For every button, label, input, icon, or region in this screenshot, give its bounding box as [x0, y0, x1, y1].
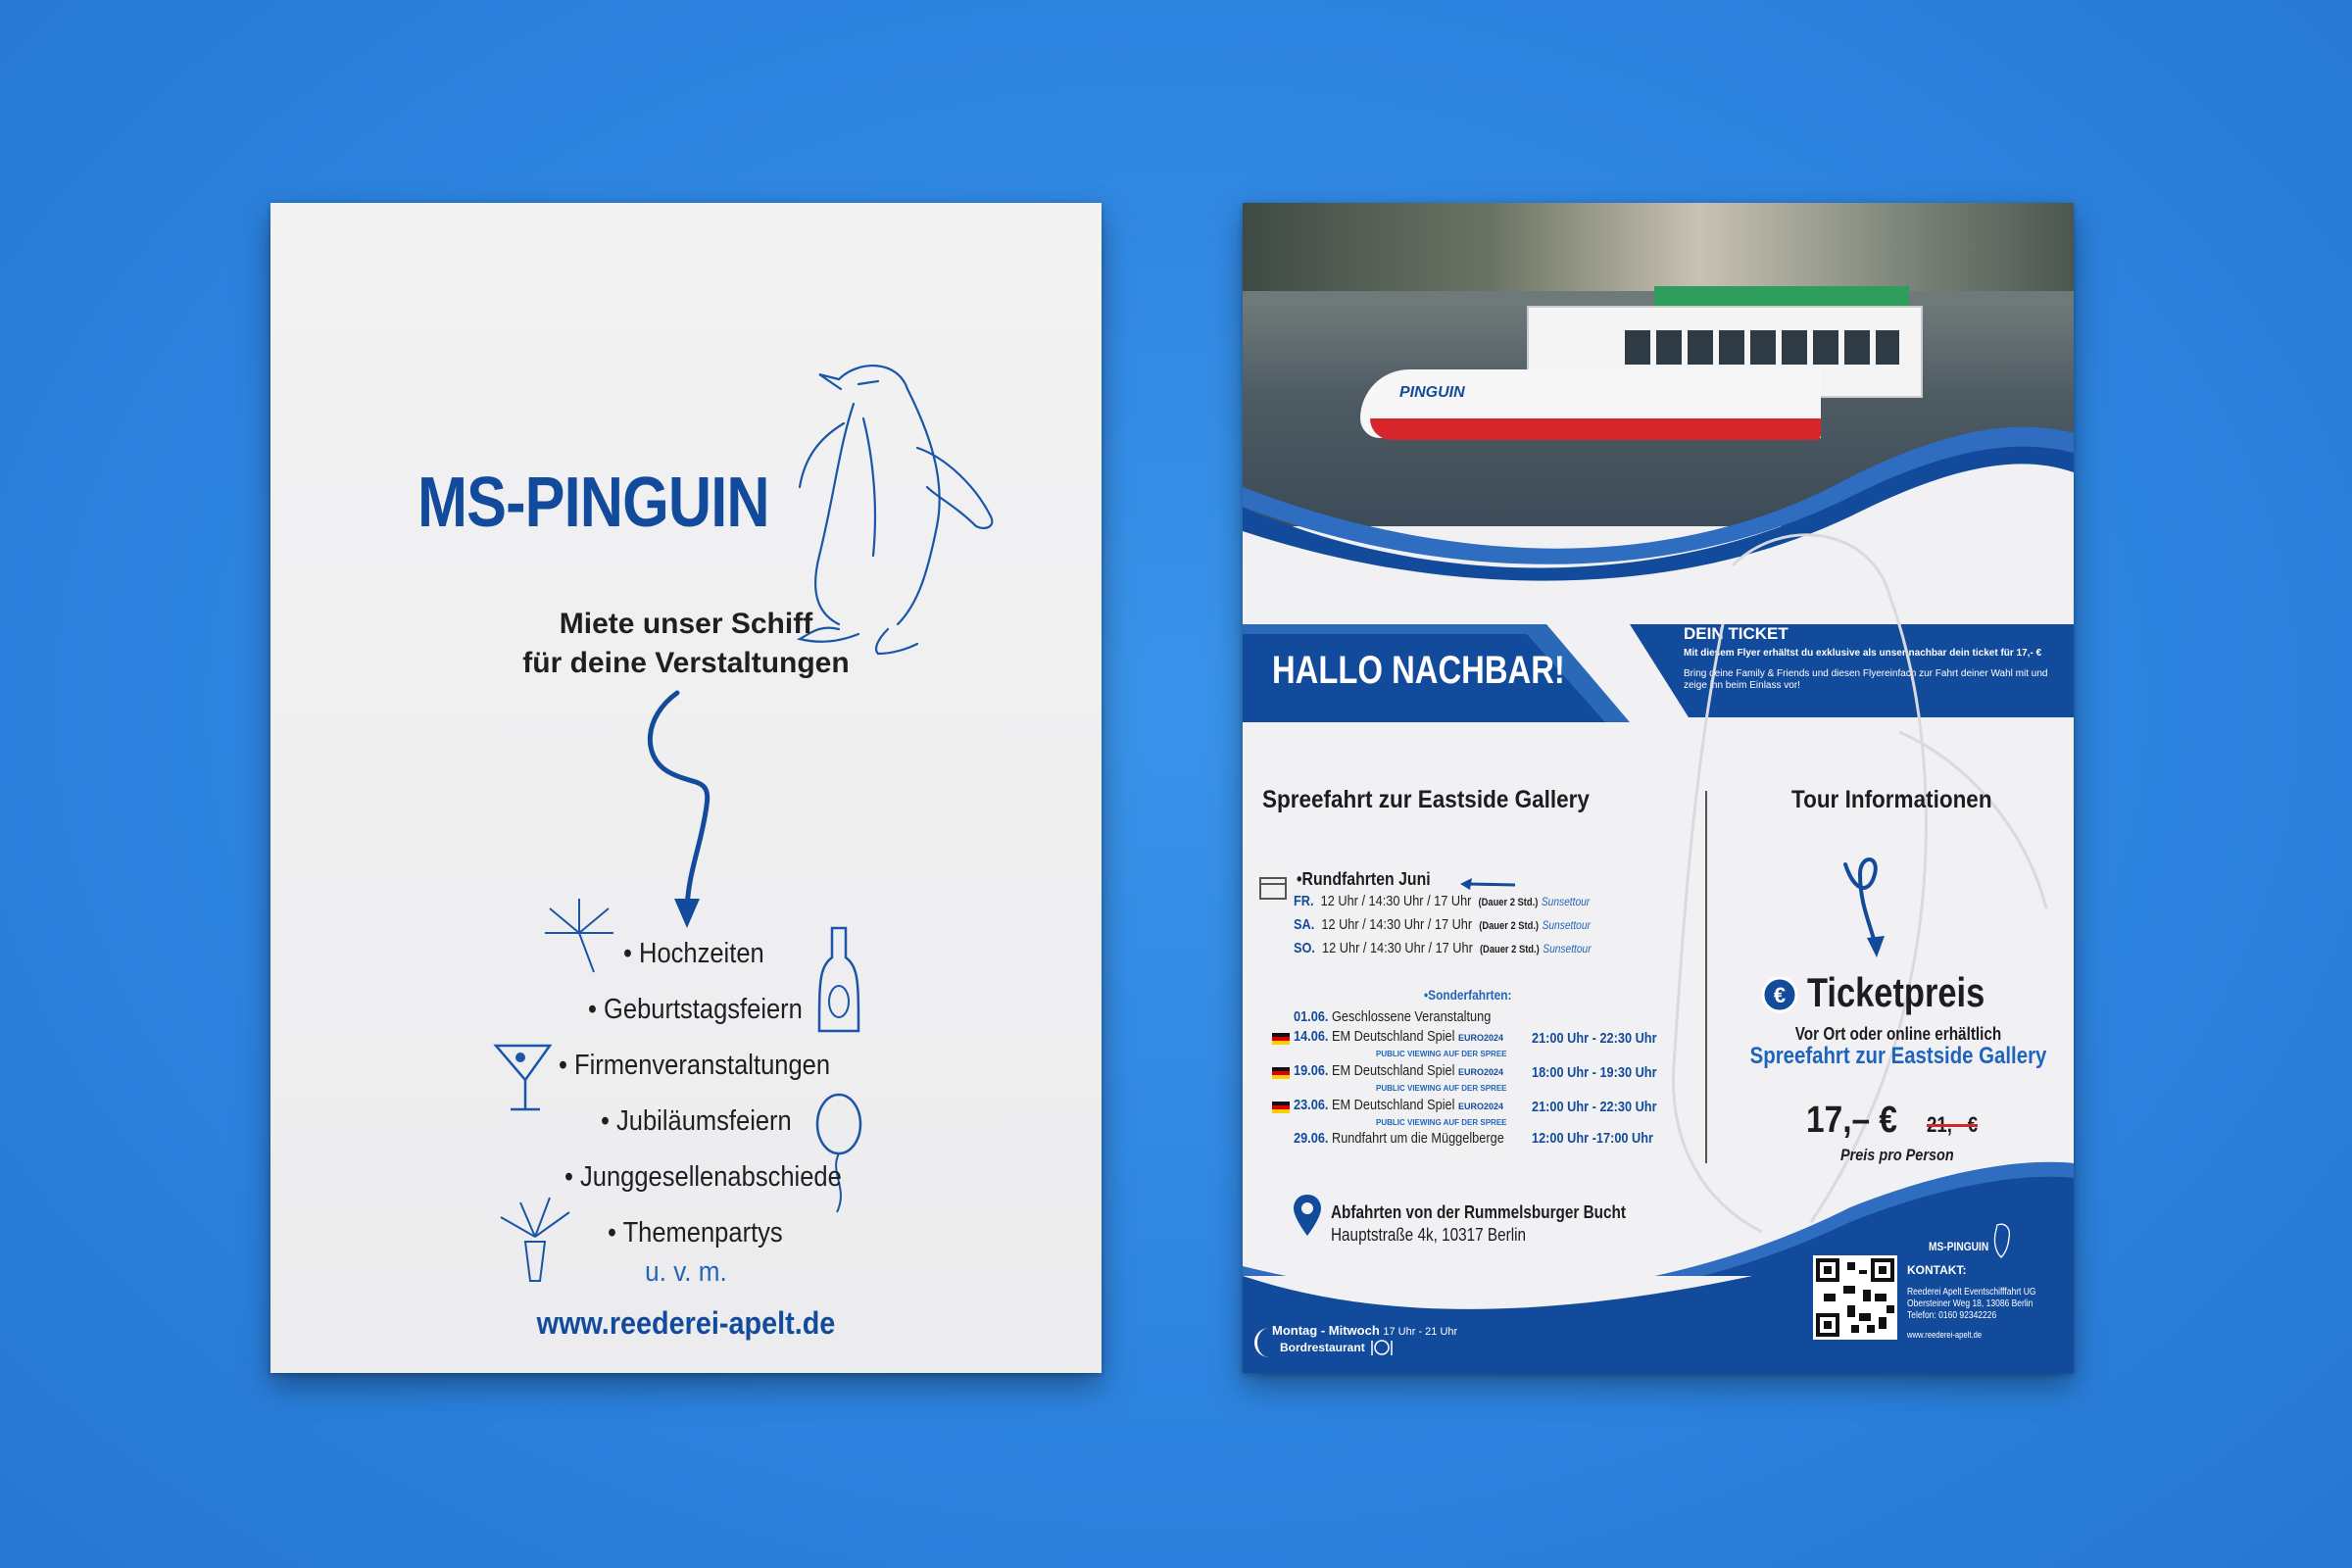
- ticket-line2: Bring deine Family & Friends und diesen Flyereinfach zur Fahrt deiner Wahl mit und zeige ihn beim Einlass vor!: [1684, 668, 2048, 691]
- service-item: • Themenpartys: [608, 1217, 783, 1249]
- euro2024-logo: EURO2024: [1457, 1033, 1504, 1043]
- service-item: • Geburtstagsfeiern: [588, 994, 803, 1025]
- service-item: • Hochzeiten: [623, 938, 764, 969]
- per-person: Preis pro Person: [1840, 1146, 1954, 1164]
- front-flyer: [270, 203, 1102, 1373]
- sonder-time: 21:00 Uhr - 22:30 Uhr: [1532, 1099, 1657, 1115]
- cocktail-icon: [491, 1036, 560, 1114]
- column-divider: [1705, 791, 1707, 1163]
- euro2024-logo: EURO2024: [1457, 1102, 1504, 1111]
- rundfahrten-title: •Rundfahrten Juni: [1297, 869, 1431, 889]
- headline-line2: für deine Verstaltungen: [522, 647, 850, 679]
- germany-flag-icon: [1272, 1067, 1290, 1079]
- sonder-row: 14.06. EM Deutschland Spiel: [1294, 1028, 1455, 1045]
- calendar-icon: [1258, 873, 1288, 901]
- contact-details: [1907, 1287, 2036, 1322]
- old-price: 21,– €: [1927, 1112, 1978, 1137]
- more-text: u. v. m.: [645, 1256, 727, 1288]
- back-flyer: [1243, 203, 2074, 1373]
- public-viewing-label: PUBLIC VIEWING AUF DER SPREE: [1376, 1050, 1507, 1058]
- price-title: Ticketpreis: [1807, 969, 1985, 1015]
- curl-arrow-icon: [1840, 855, 1889, 962]
- sonder-time: 12:00 Uhr -17:00 Uhr: [1532, 1130, 1654, 1147]
- sonder-row: 01.06. Geschlossene Veranstaltung: [1294, 1008, 1492, 1025]
- left-title: Spreefahrt zur Eastside Gallery: [1262, 786, 1590, 813]
- rundfahrt-row: SO. 12 Uhr / 14:30 Uhr / 17 Uhr (Dauer 2 Std.) Sunsettour: [1294, 940, 1592, 956]
- euro2024-logo: EURO2024: [1457, 1067, 1504, 1077]
- rundfahrt-row: FR. 12 Uhr / 14:30 Uhr / 17 Uhr (Dauer 2 Std.) Sunsettour: [1294, 893, 1591, 909]
- contact-line: Obersteiner Weg 18, 13086 Berlin: [1907, 1298, 2034, 1309]
- sonder-row: 29.06. Rundfahrt um die Müggelberge: [1294, 1130, 1504, 1147]
- germany-flag-icon: [1272, 1033, 1290, 1045]
- ticket-line1: Mit diesem Flyer erhältst du exklusive als unser nachbar dein ticket für 17,- €: [1684, 648, 2042, 659]
- sonder-time: 21:00 Uhr - 22:30 Uhr: [1532, 1030, 1657, 1047]
- balloon-icon: [809, 1090, 868, 1217]
- ship-name: PINGUIN: [1399, 384, 1465, 401]
- price-tour-name: Spreefahrt zur Eastside Gallery: [1749, 1043, 2047, 1069]
- service-item: • Firmenveranstaltungen: [559, 1050, 831, 1081]
- service-item: • Junggesellenabschiede: [564, 1161, 842, 1193]
- sonder-time: 18:00 Uhr - 19:30 Uhr: [1532, 1064, 1657, 1081]
- sonder-title: •Sonderfahrten:: [1424, 987, 1512, 1003]
- contact-line: Telefon: 0160 92342226: [1907, 1310, 1997, 1321]
- price-value: 17,– €: [1806, 1100, 1897, 1141]
- arrow-left-icon: [1458, 877, 1517, 891]
- service-item: • Jubiläumsfeiern: [601, 1105, 792, 1137]
- svg-text:€: €: [1773, 983, 1787, 1007]
- sonder-row: 23.06. EM Deutschland Spiel: [1294, 1097, 1455, 1113]
- qr-code[interactable]: [1813, 1255, 1897, 1340]
- public-viewing-label: PUBLIC VIEWING AUF DER SPREE: [1376, 1118, 1507, 1127]
- contact-title: KONTAKT:: [1907, 1263, 1967, 1277]
- headline: [270, 605, 1102, 683]
- restaurant-hours: Montag - Mitwoch 17 Uhr - 21 Uhr: [1272, 1323, 1458, 1338]
- public-viewing-label: PUBLIC VIEWING AUF DER SPREE: [1376, 1084, 1507, 1093]
- hello-title: HALLO NACHBAR!: [1272, 649, 1565, 692]
- plate-icon: [1370, 1338, 1394, 1357]
- right-title: Tour Informationen: [1791, 786, 1992, 813]
- mini-penguin-icon: [1987, 1220, 2017, 1259]
- restaurant-label: Bordrestaurant: [1280, 1341, 1365, 1354]
- euro-icon: [1760, 975, 1799, 1014]
- location-pin-icon: [1292, 1193, 1323, 1238]
- rundfahrt-row: SA. 12 Uhr / 14:30 Uhr / 17 Uhr (Dauer 2 Std.) Sunsettour: [1294, 916, 1591, 933]
- contact-line: Reederei Apelt Eventschifffahrt UG: [1907, 1287, 2036, 1298]
- ticket-title: DEIN TICKET: [1684, 624, 1788, 643]
- sparkler-icon: [535, 889, 623, 977]
- brand-title: MS-PINGUIN: [417, 464, 769, 542]
- departure-title: Abfahrten von der Rummelsburger Bucht: [1331, 1202, 1626, 1222]
- website-link[interactable]: www.reederei-apelt.de: [536, 1305, 836, 1341]
- headline-line1: Miete unser Schiff: [559, 608, 813, 640]
- price-subtitle: Vor Ort oder online erhältlich: [1794, 1024, 2002, 1044]
- contact-website[interactable]: www.reederei-apelt.de: [1907, 1330, 1983, 1340]
- bottle-icon: [814, 923, 863, 1041]
- squiggle-arrow-icon: [633, 688, 731, 933]
- footer-brand: MS-PINGUIN: [1929, 1240, 1989, 1253]
- departure-address: Hauptstraße 4k, 10317 Berlin: [1331, 1225, 1527, 1245]
- penguin-icon: [780, 330, 1102, 801]
- sonder-row: 19.06. EM Deutschland Spiel: [1294, 1062, 1455, 1079]
- germany-flag-icon: [1272, 1102, 1290, 1113]
